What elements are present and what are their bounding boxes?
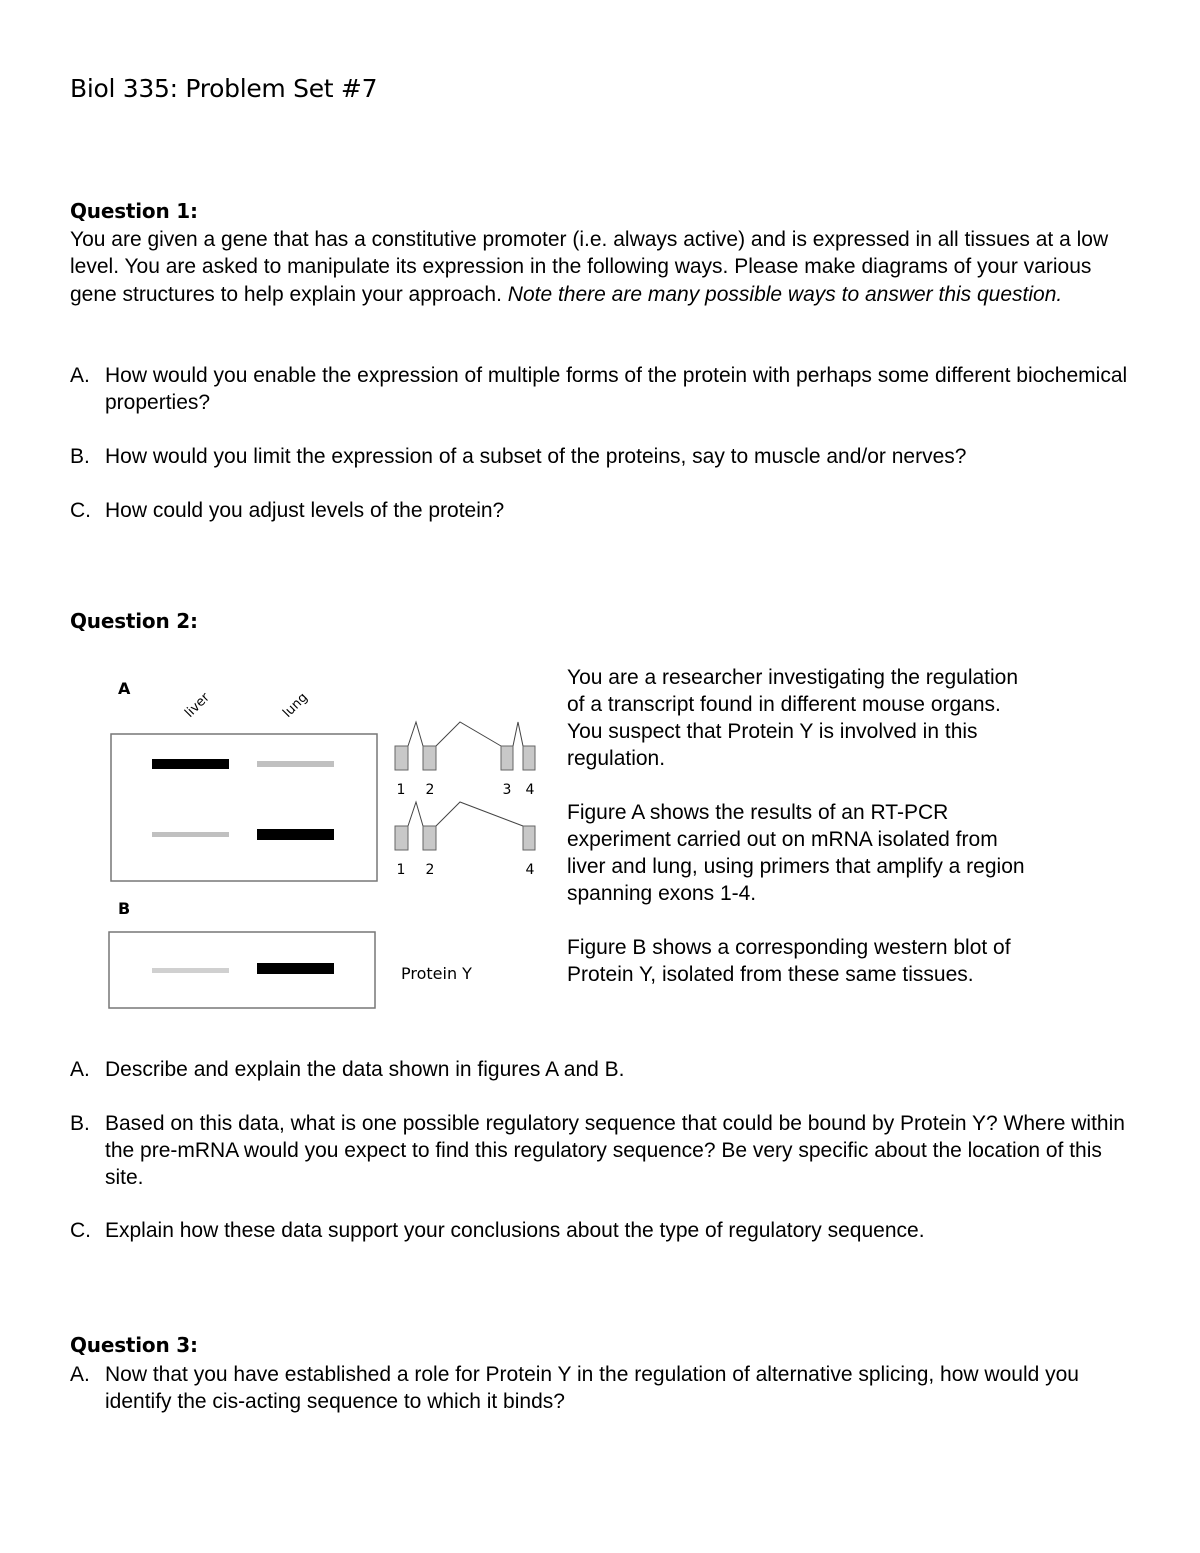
question-2-item-b — [70, 1110, 1135, 1191]
lane-label-lung: lung — [280, 690, 311, 721]
question-2-side-paragraph-1: You are a researcher investigating the regulation of a transcript found in different mouse organs. You suspect that Protein Y is involved in this regulation. — [567, 666, 1019, 770]
question-1-heading: Question 1: — [70, 199, 198, 223]
exon-box — [423, 746, 436, 770]
item-text: How would you enable the expression of multiple forms of the protein with perhaps some different biochemical properties? — [105, 364, 1128, 414]
band-liver-upper — [152, 759, 229, 769]
intron-line — [513, 722, 523, 746]
question-2-item-a — [70, 1056, 1135, 1083]
document-title: Biol 335: Problem Set #7 — [70, 74, 378, 103]
gel-a-frame — [111, 734, 377, 881]
exon-number: 2 — [425, 862, 435, 878]
band-liver-lower — [152, 832, 229, 837]
band-lung-upper — [257, 761, 334, 767]
exon-number: 1 — [396, 782, 406, 798]
item-text: Now that you have established a role for Protein Y in the regulation of alternative splicing, how would you identify the cis-acting sequence to which it binds? — [105, 1363, 1079, 1413]
intron-line — [436, 802, 523, 826]
panel-a-label: A — [118, 679, 131, 698]
question-1-intro-text: You are given a gene that has a constitutive promoter (i.e. always active) and is expressed in all tissues at a low level. You are asked to manipulate its expression in the following ways. Please make diagrams of your various gene structures to help explain your approach. — [70, 228, 1109, 306]
item-label: B. — [70, 1112, 90, 1135]
item-label: A. — [70, 364, 90, 387]
band-lung-lower — [257, 829, 334, 840]
exon-number: 1 — [396, 862, 406, 878]
exon-number: 3 — [502, 782, 512, 798]
item-label: A. — [70, 1058, 90, 1081]
exon-box — [523, 746, 535, 770]
lane-label-liver: liver — [182, 690, 213, 721]
exon-box — [395, 826, 408, 850]
exon-box — [501, 746, 513, 770]
western-blot-frame — [109, 932, 375, 1008]
item-label: B. — [70, 445, 90, 468]
item-label: C. — [70, 1219, 91, 1242]
exon-number: 4 — [525, 862, 535, 878]
intron-line — [408, 802, 423, 826]
item-label: C. — [70, 499, 91, 522]
question-2-side-paragraph-2: Figure A shows the results of an RT-PCR experiment carried out on mRNA isolated from liver and lung, using primers that amplify a region spanning exons 1-4. — [567, 801, 1025, 905]
question-2-item-c — [70, 1217, 1135, 1244]
protein-y-label: Protein Y — [401, 964, 472, 983]
question-2-side-paragraph-3: Figure B shows a corresponding western blot of Protein Y, isolated from these same tissues. — [567, 936, 1011, 986]
band-protein-lung — [257, 963, 334, 974]
exon-box — [395, 746, 408, 770]
intron-line — [408, 722, 423, 746]
exon-number: 2 — [425, 782, 435, 798]
item-text: Explain how these data support your conclusions about the type of regulatory sequence. — [105, 1219, 925, 1242]
item-text: How would you limit the expression of a subset of the proteins, say to muscle and/or nerves? — [105, 445, 967, 468]
band-protein-liver — [152, 968, 229, 973]
question-3-heading: Question 3: — [70, 1333, 198, 1357]
item-text: Based on this data, what is one possible regulatory sequence that could be bound by Protein Y? Where within the pre-mRNA would you expect to find this regulatory sequence? Be very specific about the location of this site. — [105, 1112, 1125, 1189]
panel-b-label: B — [118, 899, 131, 918]
item-text: How could you adjust levels of the protein? — [105, 499, 505, 522]
item-label: A. — [70, 1363, 90, 1386]
question-2-heading: Question 2: — [70, 609, 198, 633]
exon-box — [423, 826, 436, 850]
splice-diagram-full — [395, 722, 535, 798]
item-text: Describe and explain the data shown in figures A and B. — [105, 1058, 625, 1081]
question-3-item-a — [70, 1361, 1135, 1415]
gel-figure — [0, 0, 560, 1553]
intron-line — [436, 722, 501, 746]
question-1-note: Note there are many possible ways to answer this question. — [507, 282, 1063, 306]
exon-box — [523, 826, 535, 850]
exon-number: 4 — [525, 782, 535, 798]
splice-diagram-skipped — [395, 802, 535, 878]
